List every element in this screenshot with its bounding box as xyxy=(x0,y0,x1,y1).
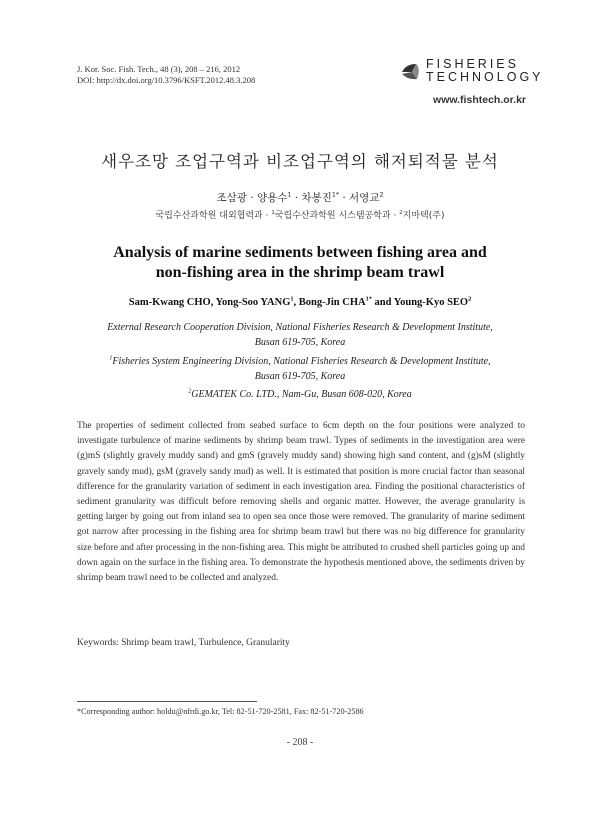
author-3-last: CHA xyxy=(342,297,366,308)
affil-mark: 2 xyxy=(399,210,403,216)
corresponding-author-footnote: *Corresponding author: holdu@nfrdi.go.kr, Tel: 82-51-720-2581, Fax: 82-51-720-2586 xyxy=(77,707,364,716)
journal-url[interactable]: www.fishtech.or.kr xyxy=(433,94,526,106)
affil-mark: 1 xyxy=(109,355,113,362)
logo-line-1: FISHERIES xyxy=(426,57,519,71)
english-title-line-2: non-fishing area in the shrimp beam trawl xyxy=(155,264,445,281)
affil-mark: 1* xyxy=(331,191,340,199)
logo-line-2: TECHNOLOGY xyxy=(426,70,544,84)
separator: · xyxy=(246,192,257,204)
affil-mark: 1 xyxy=(271,210,275,216)
affiliation-2-line-1 xyxy=(0,354,600,369)
affiliation-3-text: GEMATEK Co. LTD., Nam-Gu, Busan 608-020, Korea xyxy=(191,389,412,400)
ko-author-2: 양용수 xyxy=(256,192,288,204)
separator: · xyxy=(291,192,302,204)
logo-wordmark xyxy=(426,58,544,84)
author-3-first: , Bong-Jin xyxy=(293,297,343,308)
affiliation-3 xyxy=(0,387,600,402)
affil-mark: 1 xyxy=(287,191,292,199)
page-number: - 208 - xyxy=(286,737,314,748)
ko-author-4: 서영교 xyxy=(349,192,380,204)
english-title-line-1: Analysis of marine sediments between fishing area and xyxy=(113,244,487,261)
keywords: Keywords: Shrimp beam trawl, Turbulence, Granularity xyxy=(77,638,290,648)
author-1-first: Sam-Kwang xyxy=(128,297,187,308)
journal-logo xyxy=(400,57,544,106)
author-1-last: CHO xyxy=(186,297,211,308)
korean-title: 새우조망 조업구역과 비조업구역의 해저퇴적물 분석 xyxy=(101,152,499,171)
author-4-first: and Young-Kyo xyxy=(371,297,448,308)
affil-mark: 1 xyxy=(290,295,294,303)
affiliation-1-line-1: External Research Cooperation Division, National Fisheries Research & Development Institute, xyxy=(107,322,493,333)
author-4-last: SEO xyxy=(447,297,469,308)
author-2-first: , Yong-Soo xyxy=(210,297,261,308)
abstract: The properties of sediment collected from seabed surface to 6cm depth on the four positions were analyzed to investigate turbulence of marine sediments by shrimp beam trawl. Types of sediments in the investigation area were (g)mS (slightly gravely muddy sand) and gmS (gravely muddy sand) showing high sand content, and (g)sM (slightly gravely sandy mud), gsM (gravely sandy mud) as well. It is estimated that position is more crucial factor than seasonal difference for the granularity variation of sediment in each investigation area. Finding the positional characteristics of sediment granularity was difficult before removing shells and organic matter. However, the average granularity is getting larger by going out from inland sea to open sea once those were removed. The granularity of marine sediment got narrow after processing in the fishing area for shrimp beam trawl but there was no big difference for granularity size before and after processing in the non-fishing area. This might be attributed to crushed shell particles going up and down again on the surface in the fishing area. To demonstrate the hypothesis mentioned above, the sediments driven by shrimp beam trawl need to be collected and analyzed. xyxy=(77,421,525,584)
ko-author-3: 차봉진 xyxy=(301,192,332,204)
fisheries-logo-icon xyxy=(400,60,422,82)
affiliation-1-line-2: Busan 619-705, Korea xyxy=(254,337,346,348)
journal-citation: J. Kor. Soc. Fish. Tech., 48 (3), 208 – 216, 2012 xyxy=(77,64,241,74)
affiliation-2 xyxy=(0,354,600,384)
journal-doi: DOI: http://dx.doi.org/10.3796/KSFT.2012.48.3.208 xyxy=(77,75,256,85)
affil-mark: 2 xyxy=(379,191,384,199)
english-title xyxy=(0,243,600,283)
author-2-last: YANG xyxy=(260,297,291,308)
ko-affil-1: 국립수산과학원 대외협력과 · xyxy=(155,211,272,221)
footnote-divider xyxy=(77,701,257,702)
english-authors xyxy=(0,297,600,308)
ko-affil-3: 지마텍(주) xyxy=(402,211,445,221)
ko-affil-2: 국립수산과학원 시스템공학과 · xyxy=(274,211,400,221)
affiliation-1 xyxy=(0,320,600,350)
affil-mark: 2 xyxy=(188,388,192,395)
affiliation-2-text: Fisheries System Engineering Division, National Fisheries Research & Development Institute, xyxy=(112,356,491,367)
korean-affiliations xyxy=(0,208,600,221)
affil-mark: 1* xyxy=(365,295,372,303)
ko-author-1: 조삼광 xyxy=(216,192,247,204)
affil-mark: 2 xyxy=(468,295,472,303)
korean-authors xyxy=(0,190,600,205)
separator: · xyxy=(339,192,350,204)
affiliation-2-line-2: Busan 619-705, Korea xyxy=(254,371,346,382)
